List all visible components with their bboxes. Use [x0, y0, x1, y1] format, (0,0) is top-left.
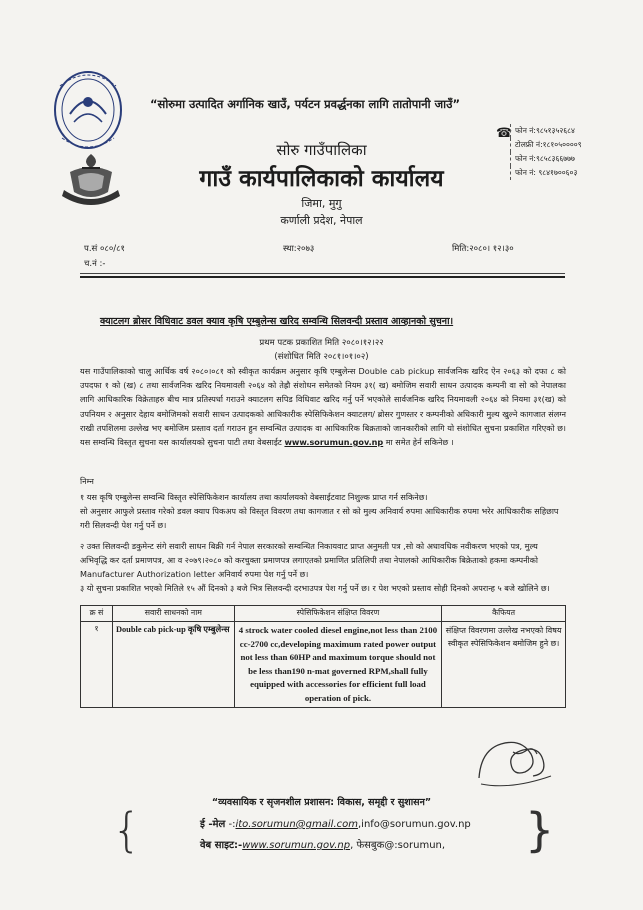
- email-line: [200, 816, 471, 830]
- contact-number: टोलफ्री नं:१८१०५००००९: [510, 138, 635, 152]
- column-header: कैफियत: [442, 606, 566, 622]
- email-label: ई -मेल: [200, 819, 226, 830]
- email-link-secondary[interactable]: ,info@sorumun.gov.np: [357, 819, 471, 830]
- right-brace: }: [525, 803, 555, 857]
- website-label: वेब साइट:-: [200, 840, 243, 851]
- website-link[interactable]: www.sorumun.gov.np: [242, 840, 351, 851]
- notice-body-text: यस गाउँपालिकाको चालु आर्थिक वर्ष २०८०।०८१ को स्वीकृत कार्यक्रम अनुसार कृषि एम्बुलेन्स Double cab pickup सार्वजनिक खरिद ऐन २०६३ को दफा ८ को उपदफा १ को (ख) ८ तथा सार्वजनिक खरिद नियमावली २०६४ को तेह्रौ संशोधन समेतको नियम ३१( ख) बमोजिम सवारी साधन उत्पादक कम्पनी वा सो को नेपालका लागि आधिकारिक विक्रेताहरु बीच मात्र प्रतिस्पर्धा गराउने क्याटलग सपिड विधिवाट खरिद गर्नु पर्ने भएकोले सार्वजनिक खरिद नियमावली २०६४ को नियमा ३१(ख) को उपनियम २ अनुसार देहाय बमोजिमको सवारी साधन उत्पादकको आधिकारीक स्पेसिफिकेशन क्याटलग/ ब्रोसर गुणस्तर र कम्पनीको अधिकारी मुल्य खुल्ने कागजात संलग्न राखी तपशिलमा उल्लेख भए बमोजिम प्रस्ताव दर्ता गराउन हुन सम्वन्धित उत्पादक वा आधिकारिक बिक्रताको जानकारीको लागि यो संशोधित सुचना प्रकाशित गरिएको छ।यस सम्वन्धि विस्तृत सुचना यस कार्यालयको सुचना पाटी तथा वेबसाईट: [80, 366, 566, 448]
- website-line: [200, 837, 445, 851]
- telephone-icon: ☎: [496, 126, 513, 141]
- notice-point: १ यस कृषि एम्बुलेन्स सम्वन्धि विस्तृत स्पेसिफिकेशन कार्यालय तथा कार्यालयको वेबसाईटवाट निशुल्क प्राप्त गर्न सकिनेछ।: [80, 492, 428, 502]
- table-header-row: [81, 606, 566, 622]
- email-separator: -:: [228, 819, 236, 830]
- contact-number: फोन नं: ९८४१७००६०३: [510, 166, 635, 180]
- office-name: गाउँ कार्यपालिकाको कार्यालय: [199, 166, 444, 192]
- reference-number: प.सं ०८०/८१: [84, 244, 125, 254]
- facebook-handle[interactable]: , फेसबुक@:sorumun,: [350, 840, 446, 851]
- points-heading: निम्न: [80, 476, 94, 486]
- first-published-date: प्रथम पटक प्रकाशित मिति २०८०।१२।२२: [259, 338, 384, 348]
- vehicle-specification: 4 strock water cooled diesel engine,not less than 2100 cc-2700 cc,developing maximum rated power output not less than 60HP and maximum torque should not be less than190 n-mat governed RPM,shall fully equipped with accessories for efficient full load operation of pick.: [234, 622, 442, 708]
- contact-number: फोन नं:९८५८३६६७७७: [510, 152, 635, 166]
- header-slogan: “सोरुमा उत्पादित अर्गानिक खाउँ, पर्यटन प्रवर्द्धनका लागि तातोपानी जाउँ”: [150, 97, 461, 111]
- remarks: संक्षिप्त विवरणमा उल्लेख नभएको विषय स्वीकृत स्पेसिफिकेशन बमोजिम हुने छ।: [442, 622, 566, 708]
- left-brace: {: [112, 803, 142, 857]
- vehicle-name: Double cab pick-up कृषि एम्बुलेन्स: [112, 622, 234, 708]
- address-line: जिमा, मुगु: [301, 197, 342, 210]
- notice-body-end: मा समेत हेर्न सकिनेछ ।: [385, 437, 454, 448]
- notice-point: ३ यो सुचना प्रकाशित भएको मितिले १५ औं दिनको ३ बजे भित्र सिलवन्दी दरभाउपत्र पेश गर्नु पर्ने छ। र पेश भएको प्रस्ताव सोही दिनको अपरान्ह ५ बजे खोलिने छ।: [80, 583, 550, 594]
- column-header: स्पेसिफिकेशन संक्षिप्त विवरण: [234, 606, 442, 622]
- column-header: क्र सं: [81, 606, 113, 622]
- header-divider: [80, 276, 565, 278]
- website-link[interactable]: www.sorumun.gov.np: [284, 437, 384, 448]
- notice-body: [80, 364, 566, 449]
- notice-points: [80, 490, 566, 595]
- serial-number: १: [81, 622, 113, 708]
- established-year: स्था:२०७३: [283, 244, 315, 254]
- table-row: [81, 622, 566, 708]
- email-link[interactable]: ito.sorumun@gmail.com: [235, 819, 358, 830]
- footer-slogan: “व्यवसायिक र सृजनशील प्रशासन: विकास, समृद्दी र सुशासन”: [211, 797, 432, 808]
- signature-icon: [475, 728, 565, 790]
- header-divider: [80, 273, 565, 274]
- notice-title: क्याटलग ब्रोसर विधिवाट डवल क्याव कृषि एम्बुलेन्स खरिद सम्वन्धि सिलवन्दी प्रस्ताव आव्हानको सुचना।: [100, 316, 454, 327]
- revised-date: (संशोधित मिति २०८१।०१।०२): [274, 352, 369, 362]
- municipality-name: सोरु गाउँपालिका: [276, 141, 367, 159]
- notice-point: २ उक्त सिलवन्दी डकुमेन्ट संगे सवारी साधन बिक्री गर्न नेपाल सरकारको सम्वन्धित निकायवाट प्राप्त अनुमती पत्र ,सो को अधावधिक नवीकरण भएको पत्र, मुल्य अभिवृद्धि कर दर्ता प्रमाणपत्र, आ व २०७९।२०८० को करचुक्ता प्रमाणपत्र लगाएतको प्रमाणित प्रतिलिपी तथा नेपालको आधिकारीक बिक्रेताको हकमा कम्पनीको Manufacturer Authorization letter अनिवार्य रुपमा पेश गर्नु पर्ने छ।: [80, 540, 538, 580]
- contact-number: फोन नं:९८५१३५२६८४: [510, 124, 635, 138]
- notice-point: सो अनुसार आफुले प्रस्ताव गरेको डवल क्याप पिकअप को विस्तृत विवरण तथा कागजात र सो को मुल्य अनिवार्य रुपमा आधिकारीक रुपमा भरेर आधिकारीक सहिछाप गरी सिलवन्दी पेश गर्नु पर्ने छ।: [80, 506, 559, 531]
- column-header: सवारी साधनको नाम: [112, 606, 234, 622]
- letter-date: मिति:२०८०। १२।३०: [452, 244, 514, 254]
- dispatch-number: च.नं :-: [84, 259, 106, 269]
- province-line: कर्णाली प्रदेश, नेपाल: [280, 214, 363, 227]
- vehicle-table: [80, 605, 566, 708]
